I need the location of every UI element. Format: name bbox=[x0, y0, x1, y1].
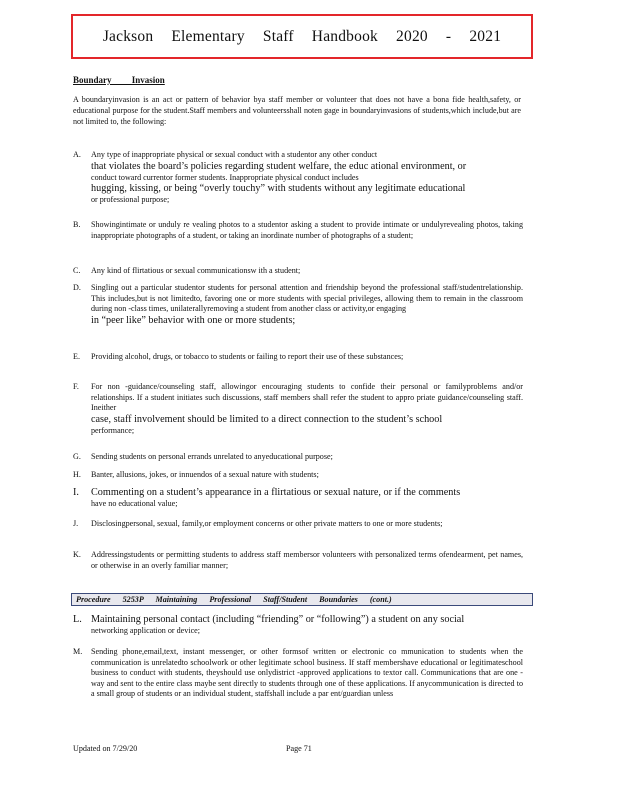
list-item-j bbox=[73, 519, 523, 530]
item-text: Singling out a particular studentor students for personal attention and friendship beyond the professional staff/studentrelationship. This includes,but is not limitedto, favoring one or more students with special privileges, allowing them to remain in the classroom during non -class times, unilaterallyremoving a student from another class or activity,or engaging bbox=[91, 283, 523, 313]
item-letter: I. bbox=[73, 487, 79, 498]
page-number: Page 71 bbox=[286, 744, 312, 753]
list-item-h bbox=[73, 470, 523, 481]
list-item-f bbox=[73, 382, 523, 436]
list-item-l bbox=[73, 614, 523, 637]
item-letter: E. bbox=[73, 352, 80, 361]
item-letter: H. bbox=[73, 470, 81, 479]
list-item-b bbox=[73, 220, 523, 241]
item-text: Showingintimate or unduly re vealing photos to a studentor asking a student to provide intimate or undulyrevealing photos, taking inappropriate photographs of a student, or taking an inordinate number of photographs of a student; bbox=[91, 220, 523, 240]
item-text: Any type of inappropriate physical or sexual conduct with a studentor any other conduct bbox=[91, 150, 378, 159]
item-text: Maintaining personal contact (including “friending” or “following”) a student on any social bbox=[91, 614, 465, 625]
item-text: that violates the board’s policies regarding student welfare, the educ ational environment, or bbox=[91, 160, 467, 172]
list-item-i bbox=[73, 487, 523, 510]
procedure-bar: Procedure 5253P Maintaining Professional Staff/Student Boundaries (cont.) bbox=[71, 593, 533, 606]
handbook-header bbox=[71, 14, 533, 59]
item-letter: A. bbox=[73, 150, 81, 159]
item-letter: L. bbox=[73, 614, 82, 625]
item-text: in “peer like” behavior with one or more students; bbox=[91, 314, 296, 326]
item-text: Providing alcohol, drugs, or tobacco to students or failing to report their use of these substances; bbox=[91, 352, 404, 361]
header-title: Jackson Elementary Staff Handbook 2020 - 2021 bbox=[102, 27, 502, 45]
item-letter: D. bbox=[73, 283, 81, 292]
list-item-a bbox=[73, 150, 523, 206]
item-text: Commenting on a student’s appearance in a flirtatious or sexual nature, or if the comments bbox=[91, 487, 461, 498]
item-text: Any kind of flirtatious or sexual communicationsw ith a student; bbox=[91, 266, 301, 275]
list-item-k bbox=[73, 550, 523, 571]
item-text: or professional purpose; bbox=[91, 195, 170, 204]
item-text: hugging, kissing, or being “overly touchy” with students without any legitimate educational bbox=[91, 183, 466, 194]
item-text: Addressingstudents or permitting students to address staff membersor volunteers with personalized terms ofendearment, pet names, or otherwise in an overly familiar manner; bbox=[91, 550, 523, 570]
item-letter: K. bbox=[73, 550, 81, 559]
section-intro: A boundaryinvasion is an act or pattern of behavior bya staff member or volunteer that does not have a bona fide health,safety, or educational purpose for the student.Staff members and volunteersshall noten gage in boundaryinvasions of students,which include,but are not limited to, the following: bbox=[73, 95, 521, 126]
item-text: Sending phone,email,text, instant messenger, or other formsof written or electronic co mmunication to students when the communication is unrelatedto schoolwork or other legitimate school business. If staff membershave educational or legitimateschool business to conduct with students, theyshould use onlydistrict -approved applications to textor call. Communications that are one -way and sent to the entire class maybe sent directly to students through one of these applications. If anycommunication is directed to a small group of students or an individual student, staffshall include a par ent/guardian unless bbox=[91, 647, 523, 698]
item-text: networking application or device; bbox=[91, 626, 201, 635]
list-item-d bbox=[73, 283, 523, 327]
item-text: performance; bbox=[91, 425, 135, 435]
item-text: conduct toward currentor former students. Inappropriate physical conduct includes bbox=[91, 172, 359, 182]
list-item-c bbox=[73, 266, 523, 277]
item-letter: M. bbox=[73, 647, 83, 656]
item-text: Disclosingpersonal, sexual, family,or employment concerns or other private matters to one or more students; bbox=[91, 519, 443, 528]
item-letter: F. bbox=[73, 382, 79, 391]
item-letter: J. bbox=[73, 519, 79, 528]
updated-date: Updated on 7/29/20 bbox=[73, 744, 138, 753]
item-text: have no educational value; bbox=[91, 499, 178, 508]
section-title: Boundary Invasion bbox=[73, 75, 165, 85]
item-text: case, staff involvement should be limited to a direct connection to the student’s school bbox=[91, 413, 443, 425]
list-item-m bbox=[73, 647, 523, 700]
item-text: Sending students on personal errands unrelated to anyeducational purpose; bbox=[91, 452, 333, 461]
item-letter: C. bbox=[73, 266, 81, 275]
item-text: For non -guidance/counseling staff, allowingor encouraging students to confide their personal or familyproblems and/or relationships. If a student initiates such discussions, staff members shall refer the student to appro priate guidance/counseling staff. Ineither bbox=[91, 382, 523, 412]
item-letter: G. bbox=[73, 452, 81, 461]
list-item-e bbox=[73, 352, 523, 363]
list-item-g bbox=[73, 452, 523, 463]
item-text: Banter, allusions, jokes, or innuendos of a sexual nature with students; bbox=[91, 470, 319, 479]
item-letter: B. bbox=[73, 220, 81, 229]
